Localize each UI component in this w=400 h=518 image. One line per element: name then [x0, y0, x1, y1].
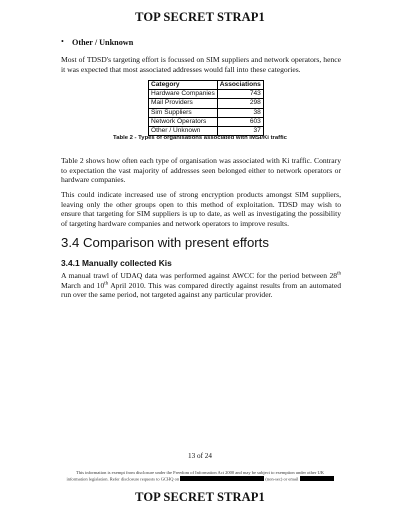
table-caption: Table 2 - Types of organisations associated with IMSI/Ki traffic [113, 135, 287, 141]
paragraph-encryption: This could indicate increased use of strong encryption products amongst SIM suppliers, leaving only the other groups open to this method of exploitation. TDSD may wish to ensure that targeting for SIM suppliers is up to date, as well as investigating the possibility of targeting hardware companies and network operators to improve results. [61, 190, 341, 228]
paragraph-targeting: Most of TDSD's targeting effort is focussed on SIM suppliers and network operators, hence it was expected that most associated addresses would fall into these categories. [61, 55, 341, 74]
organisations-table [148, 80, 264, 136]
footer-line-2 [58, 476, 342, 483]
paragraph-text: March and 10 [61, 280, 105, 290]
table-cell-category: Sim Suppliers [149, 108, 218, 117]
paragraph-manual-trawl [61, 271, 341, 300]
paragraph-text: A manual trawl of UDAQ data was performed against AWCC for the period between 28 [61, 271, 338, 280]
page-number: 13 of 24 [188, 452, 212, 460]
footer-line: This information is exempt from disclosure under the Freedom of Information Act 2000 and may be subject to exemption under other UK [75, 470, 325, 475]
table-cell-associations: 603 [217, 117, 263, 126]
table-cell-category: Mail Providers [149, 99, 218, 108]
table-header-category: Category [149, 81, 218, 90]
bullet-icon: • [61, 37, 64, 46]
table-cell-associations: 743 [217, 90, 263, 99]
section-heading: 3.4 Comparison with present efforts [61, 235, 269, 250]
table-cell-category: Other / Unknown [149, 127, 218, 136]
superscript: th [337, 271, 341, 277]
superscript: th [104, 281, 109, 287]
footer-text: information legislation. Refer disclosure requests to GCHQ on [66, 476, 180, 482]
table-row [149, 108, 264, 117]
table-cell-associations: 298 [217, 99, 263, 108]
disclosure-footer [58, 470, 342, 483]
paragraph-table-summary: Table 2 shows how often each type of organisation was associated with Ki traffic. Contrary to expectation the vast majority of addresses seen belonged either to network operators or hardware companies. [61, 156, 341, 185]
classification-header: TOP SECRET STRAP1 [135, 10, 265, 24]
subsection-heading: 3.4.1 Manually collected Kis [61, 258, 172, 268]
table-row [149, 99, 264, 108]
paragraph-text: April 2010. This was compared directly against results from an automated run over the same period, not targeted against any particular provider. [61, 280, 341, 300]
redaction-bar [300, 476, 334, 481]
redaction-bar [180, 476, 264, 481]
table-cell-associations: 38 [217, 108, 263, 117]
bullet-text: Other / Unknown [72, 38, 134, 47]
table-cell-category: Network Operators [149, 117, 218, 126]
footer-text: (non-sec) or email [265, 476, 299, 482]
table-header-row [149, 81, 264, 90]
table-header-associations: Associations [217, 81, 263, 90]
bullet-item [61, 37, 134, 47]
table-row [149, 90, 264, 99]
classification-footer: TOP SECRET STRAP1 [135, 490, 265, 504]
table-row [149, 117, 264, 126]
table-cell-associations: 37 [217, 127, 263, 136]
table-cell-category: Hardware Companies [149, 90, 218, 99]
